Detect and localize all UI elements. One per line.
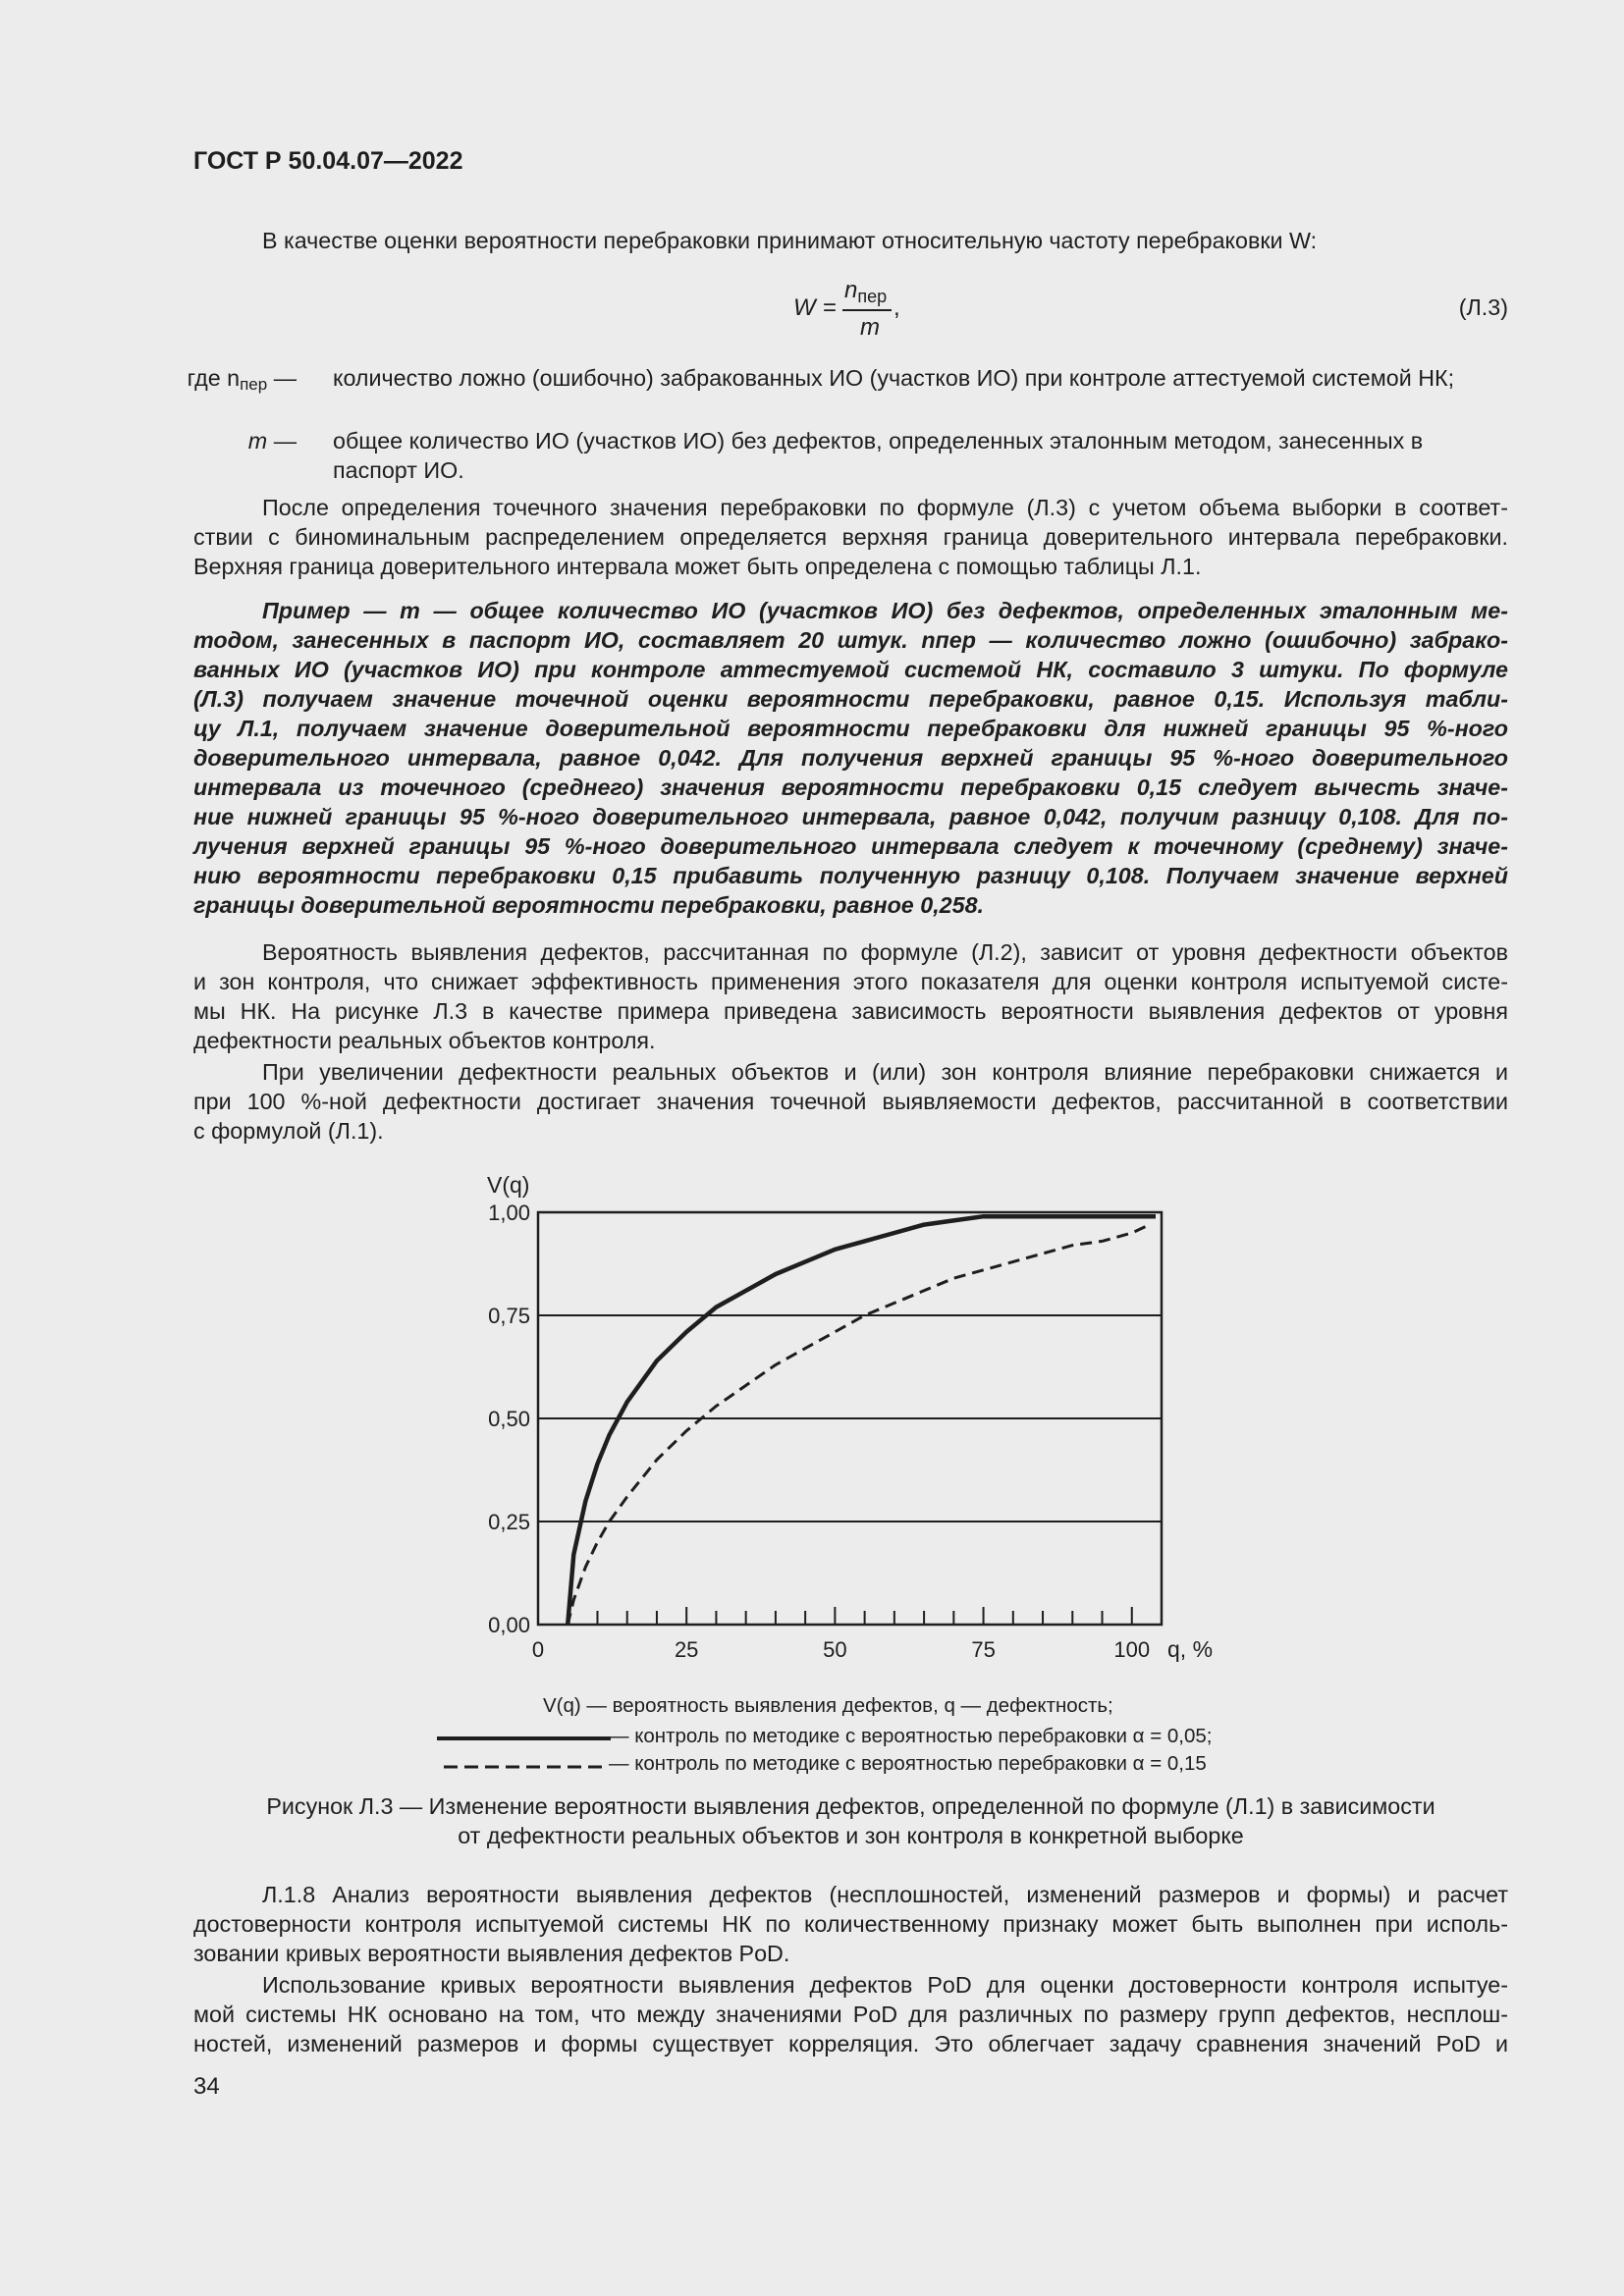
legend-solid-label: — контроль по методике с вероятностью перебраковки α = 0,05; — [609, 1725, 1213, 1747]
y-tick-label-1: 0,25 — [488, 1510, 530, 1534]
formula-fraction-bar — [842, 309, 892, 311]
detection-probability-chart — [461, 1163, 1247, 1674]
document-header-title: ГОСТ Р 50.04.07—2022 — [193, 147, 463, 175]
legend-dashed-label: — контроль по методике с вероятностью перебраковки α = 0,15 — [609, 1752, 1207, 1775]
intro-paragraph: В качестве оценки вероятности перебраковки принимают относительную частоту перебраковки W: — [262, 228, 1318, 253]
x-tick-label-2: 50 — [823, 1637, 847, 1662]
formula-denominator: m — [860, 314, 880, 341]
definition-term-n: где $n_{пер}$ — — [187, 365, 297, 394]
x-tick-label-1: 25 — [674, 1637, 699, 1662]
x-tick-label-3: 75 — [971, 1637, 996, 1662]
formula-equals: = — [823, 294, 838, 321]
definition-text-m: общее количество ИО (участков ИО) без дефектов, определенных эталонным методом, занесенных в паспорт ИО. — [333, 428, 1424, 483]
y-tick-label-4: 1,00 — [488, 1201, 530, 1225]
paragraph-defectiveness-increase: При увеличении дефектности реальных объектов и (или) зон контроля влияние перебраковки снижается и при 100 %-ной дефектности достигает значения точечной выявляемости дефектов, рассчитанной в соответствии с формулой (Л.1). — [193, 1059, 1508, 1144]
formula-numerator: $n_{пер}$ — [844, 277, 888, 306]
formula-l3 — [785, 277, 943, 346]
section-l-1-8: Л.1.8 Анализ вероятности выявления дефектов (несплошностей, изменений размеров и формы) и расчет достоверности контроля испытуемой системы НК по количественному признаку может быть выполнен при исполь- зовании кривых вероятности выявления дефектов PoD. — [193, 1882, 1508, 1966]
formula-comma: , — [893, 294, 900, 321]
legend-swatches — [432, 1726, 619, 1779]
definition-text-n: количество ложно (ошибочно) забракованных ИО (участков ИО) при контроле аттестуемой системой НК; — [333, 365, 1455, 391]
paragraph-pod-curves: Использование кривых вероятности выявления дефектов PoD для оценки достоверности контроля испытуе- мой системы НК основано на том, что между значениями PoD для различных по размеру групп дефектов, несплош- ностей, изменений размеров и формы существует корреляция. Это облегчает задачу сравнения значений PoD и — [193, 1972, 1508, 2056]
series-line-alpha-015 — [568, 1225, 1150, 1625]
example-paragraph: Пример — m — общее количество ИО (участков ИО) без дефектов, определенных эталонным ме- тодом, занесенных в паспорт ИО, составляет 20 штук. nпер — количество ложно (ошибочно) забрако- ванных ИО (участков ИО) при контроле аттестуемой системой НК, составило 3 штуки. По формуле (Л.3) получаем значение точечной оценки вероятности перебраковки, равное 0,15. Используя табли- цу Л.1, получаем значение доверительной вероятности перебраковки для нижней границы 95 %-ного доверительного интервала, равное 0,042. Для получения верхней границы 95 %-ного доверительного интервала из точечного (среднего) значения вероятности перебраковки 0,15 следует вычесть значе- ние нижней границы 95 %-ного доверительного интервала, равное 0,042, получим разницу 0,108. Для по- лучения верхней границы 95 %-ного доверительного интервала следует к точечному (среднему) значе- нию вероятности перебраковки 0,15 прибавить полученную разницу 0,108. Получаем значение верхней границы доверительной вероятности перебраковки, равное 0,258. — [193, 598, 1508, 918]
y-tick-label-3: 0,75 — [488, 1304, 530, 1328]
paragraph-upper-bound: После определения точечного значения перебраковки по формуле (Л.3) с учетом объема выборки в соответ- ствии с биноминальным распределением определяется верхняя граница доверительного интервала перебраковки. Верхняя граница доверительного интервала может быть определена с помощью таблицы Л.1. — [193, 495, 1508, 579]
x-tick-label-0: 0 — [531, 1637, 545, 1662]
y-axis-label: V(q) — [487, 1172, 530, 1198]
formula-lhs: W — [793, 294, 816, 321]
definition-term-m: m — — [247, 428, 297, 454]
formula-number: (Л.3) — [1458, 294, 1508, 320]
y-tick-label-0: 0,00 — [488, 1613, 530, 1637]
paragraph-detection-probability: Вероятность выявления дефектов, рассчитанная по формуле (Л.2), зависит от уровня дефектности объектов и зон контроля, что снижает эффективность применения этого показателя для оценки контроля испытуемой систе- мы НК. На рисунке Л.3 в качестве примера приведена зависимость вероятности выявления дефектов от уровня дефектности реальных объектов контроля. — [193, 939, 1508, 1053]
page-number: 34 — [193, 2073, 220, 2100]
x-tick-label-4: 100 — [1113, 1637, 1151, 1662]
y-tick-label-2: 0,50 — [488, 1407, 530, 1431]
legend-description: V(q) — вероятность выявления дефектов, q — дефектность; — [543, 1694, 1113, 1717]
figure-caption: Рисунок Л.3 — Изменение вероятности выявления дефектов, определенной по формуле (Л.1) в зависимости от дефектности реальных объектов и зон контроля в конкретной выборке — [266, 1793, 1435, 1848]
x-axis-label: q, % — [1167, 1636, 1214, 1662]
series-line-alpha-005 — [568, 1216, 1156, 1625]
